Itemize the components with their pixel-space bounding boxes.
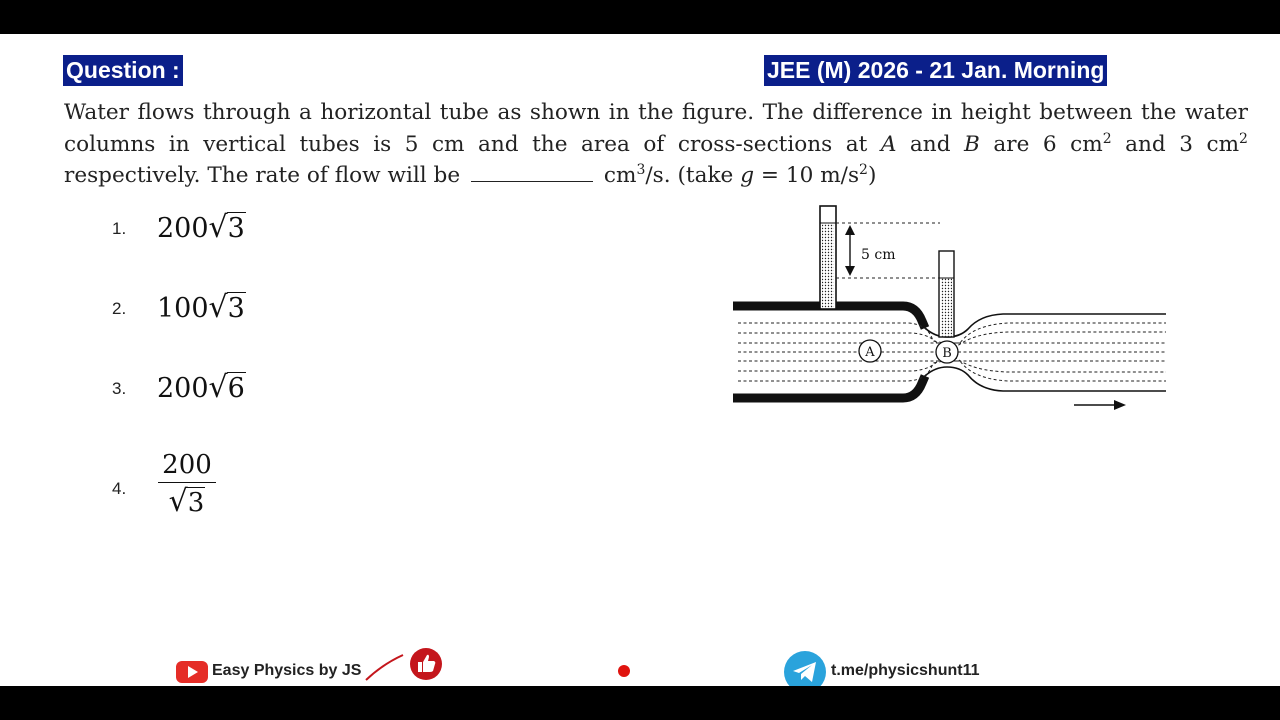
telegram-icon[interactable] [783,650,827,690]
option-2-value[interactable]: 100√3 [157,290,245,325]
option-4-number: 4. [112,479,127,498]
option-1-value[interactable]: 200√3 [157,210,245,245]
venturi-tube-figure [728,203,1173,418]
bottom-letterbox-bar [0,686,1280,720]
option-3-number: 3. [112,379,127,398]
top-letterbox-bar [0,0,1280,34]
option-3-value[interactable]: 200√6 [157,370,245,405]
exam-tag: JEE (M) 2026 - 21 Jan. Morning [764,55,1107,86]
telegram-link[interactable]: t.me/physicshunt11 [831,662,980,679]
tube-wall-top-right [925,314,1166,337]
tube-wall-bottom-left [733,376,925,398]
pen-stroke-decoration [363,652,407,684]
option-2-number: 2. [112,299,127,318]
thumbs-up-icon[interactable] [409,647,443,681]
point-a-label: A [865,345,875,360]
option-4-value[interactable]: $\frac{200}{√3}$ [158,450,216,519]
option-1-number: 1. [112,219,127,238]
youtube-icon[interactable] [176,661,208,683]
question-text: Water flows through a horizontal tube as shown in the figure. The difference in height between the water columns in vertical tubes is 5 cm and the area of cross-sections at A and B are 6 $cm^2$ and 3 $cm^2$ respectively. The rate of flow will be $cm^3/s$. (take g = 10 $m/s^2$) [64,100,1248,188]
point-b-label: B [942,346,952,361]
red-dot [618,665,630,677]
question-tag: Question : [63,55,183,86]
answer-blank [471,163,593,182]
channel-name[interactable]: Easy Physics by JS [212,662,362,679]
water-column-b [941,278,952,337]
tube-wall-bottom-right [925,367,1166,391]
water-column-a [822,223,834,309]
height-label: 5 cm [861,247,896,263]
